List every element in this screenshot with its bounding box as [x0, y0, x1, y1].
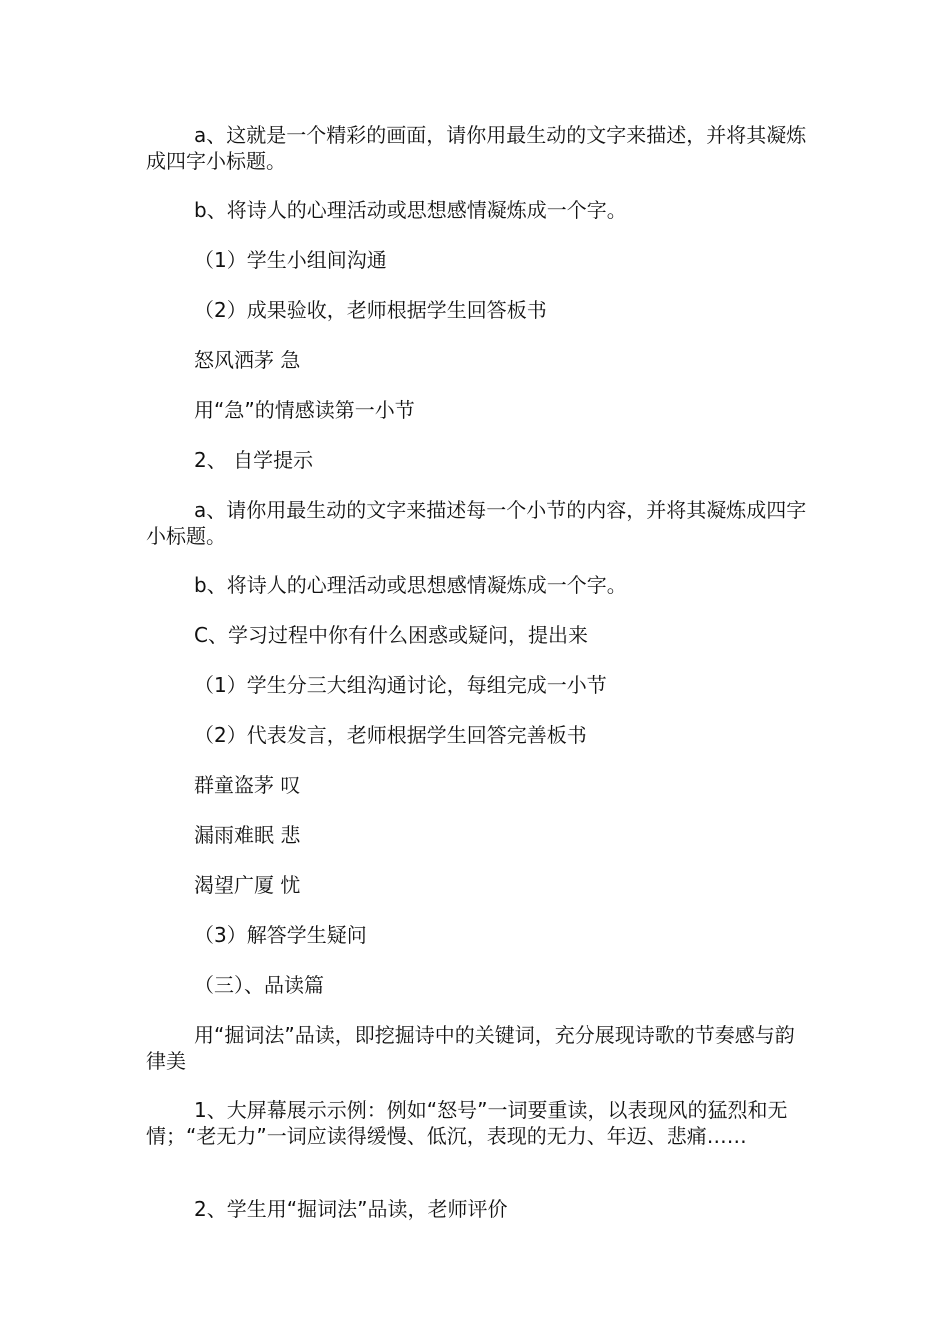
- paragraph-c-questions: C、学习过程中你有什么困惑或疑问，提出来: [194, 623, 588, 647]
- paragraph-answer-questions: （3）解答学生疑问: [194, 923, 367, 947]
- paragraph-word-method: 用“掘词法”品读，即挖掘诗中的关键词，充分展现诗歌的节奏感与韵律美: [146, 1023, 795, 1073]
- paragraph-b-emotion-2: b、将诗人的心理活动或思想感情凝炼成一个字。: [194, 573, 627, 597]
- paragraph-example: 1、大屏幕展示示例：例如“怒号”一词要重读，以表现风的猛烈和无情；“老无力”一词应读得缓慢、低沉，表现的无力、年迈、悲痛……: [146, 1098, 788, 1148]
- section-heading-reading: （三）、品读篇: [194, 973, 324, 997]
- paragraph-self-study: 2、 自学提示: [194, 448, 314, 472]
- paragraph-b-emotion: b、将诗人的心理活动或思想感情凝炼成一个字。: [194, 198, 627, 222]
- paragraph-representative: （2）代表发言，老师根据学生回答完善板书: [194, 723, 587, 747]
- paragraph-board-4: 渴望广厦 忧: [194, 873, 301, 897]
- paragraph-read-first: 用“急”的情感读第一小节: [194, 398, 415, 422]
- paragraph-group-discuss: （1）学生分三大组沟通讨论，每组完成一小节: [194, 673, 607, 697]
- paragraph-board-1: 怒风洒茅 急: [194, 348, 301, 372]
- paragraph-a-picture: a、这就是一个精彩的画面，请你用最生动的文字来描述，并将其凝炼成四字小标题。: [146, 123, 807, 173]
- paragraph-board-3: 漏雨难眠 悲: [194, 823, 301, 847]
- paragraph-student-reading: 2、学生用“掘词法”品读，老师评价: [194, 1197, 508, 1221]
- paragraph-step-2: （2）成果验收，老师根据学生回答板书: [194, 298, 547, 322]
- paragraph-board-2: 群童盗茅 叹: [194, 773, 301, 797]
- paragraph-a-describe: a、请你用最生动的文字来描述每一个小节的内容，并将其凝炼成四字小标题。: [146, 498, 807, 548]
- paragraph-step-1: （1）学生小组间沟通: [194, 248, 387, 272]
